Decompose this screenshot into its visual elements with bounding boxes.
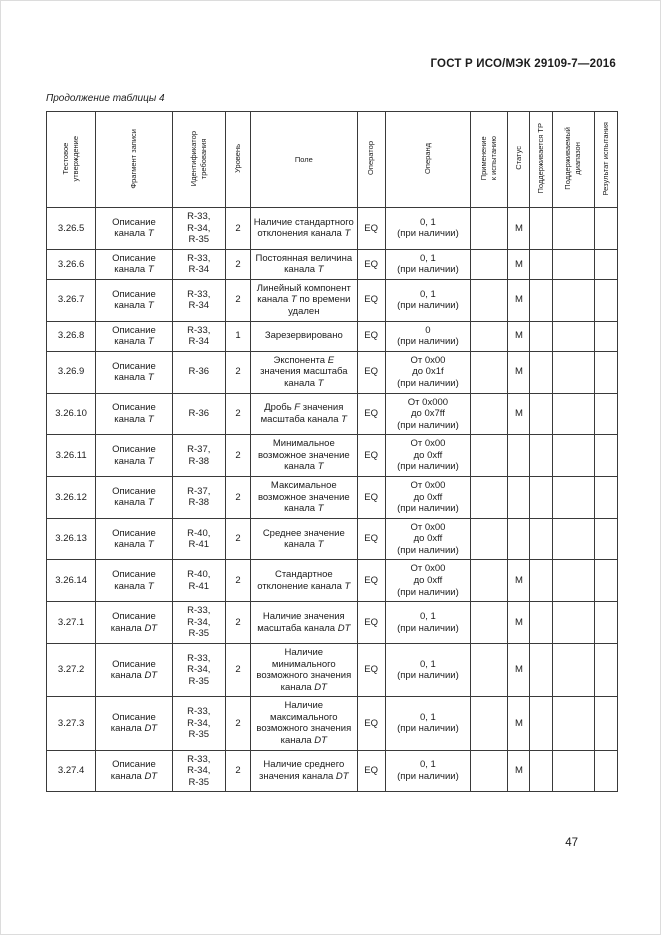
cell-requirement-id: R-36 bbox=[172, 351, 225, 393]
cell-record-fragment: Описание канала T bbox=[96, 476, 172, 518]
cell-status: М bbox=[508, 560, 530, 602]
cell-record-fragment: Описание канала T bbox=[96, 208, 172, 250]
cell-supported-range bbox=[552, 476, 594, 518]
cell-operator: EQ bbox=[357, 697, 385, 750]
cell-test-assertion: 3.26.14 bbox=[47, 560, 96, 602]
cell-supported-range bbox=[552, 279, 594, 321]
cell-operand: 0, 1 (при наличии) bbox=[385, 208, 470, 250]
table-row bbox=[47, 560, 618, 602]
col-header-requirement-id bbox=[172, 112, 225, 208]
cell-status: М bbox=[508, 351, 530, 393]
cell-operand: 0, 1 (при наличии) bbox=[385, 249, 470, 279]
cell-supported-tr bbox=[530, 351, 552, 393]
cell-level: 2 bbox=[225, 351, 250, 393]
document-title: ГОСТ Р ИСО/МЭК 29109-7—2016 bbox=[430, 58, 616, 70]
cell-test-application bbox=[471, 321, 508, 351]
cell-test-assertion: 3.26.12 bbox=[47, 476, 96, 518]
cell-supported-tr bbox=[530, 208, 552, 250]
cell-test-result bbox=[594, 393, 617, 435]
col-header-supported-tr-label: Поддерживается ТР bbox=[535, 123, 545, 194]
cell-supported-range bbox=[552, 643, 594, 696]
table-row bbox=[47, 208, 618, 250]
cell-level: 2 bbox=[225, 518, 250, 560]
cell-test-assertion: 3.27.2 bbox=[47, 643, 96, 696]
cell-supported-range bbox=[552, 208, 594, 250]
col-header-field bbox=[251, 112, 358, 208]
cell-test-assertion: 3.27.3 bbox=[47, 697, 96, 750]
col-header-test-application-label: Применение к испытанию bbox=[479, 136, 499, 181]
cell-operand: 0, 1 (при наличии) bbox=[385, 279, 470, 321]
cell-operand: От 0x00 до 0xff (при наличии) bbox=[385, 435, 470, 477]
cell-supported-range bbox=[552, 518, 594, 560]
cell-field: Наличие минимального возможного значения канала DT bbox=[251, 643, 358, 696]
cell-test-result bbox=[594, 560, 617, 602]
cell-test-assertion: 3.27.4 bbox=[47, 750, 96, 792]
table-row bbox=[47, 750, 618, 792]
table-row bbox=[47, 476, 618, 518]
cell-operator: EQ bbox=[357, 393, 385, 435]
table-row bbox=[47, 393, 618, 435]
col-header-test-assertion-label: Тестовое утверждение bbox=[61, 135, 81, 182]
cell-field: Наличие среднего значения канала DT bbox=[251, 750, 358, 792]
cell-test-result bbox=[594, 351, 617, 393]
cell-supported-tr bbox=[530, 750, 552, 792]
cell-test-application bbox=[471, 518, 508, 560]
cell-status bbox=[508, 476, 530, 518]
cell-test-application bbox=[471, 351, 508, 393]
col-header-test-application bbox=[471, 112, 508, 208]
cell-operand: От 0x00 до 0xff (при наличии) bbox=[385, 560, 470, 602]
cell-test-result bbox=[594, 249, 617, 279]
cell-field: Наличие стандартного отклонения канала T bbox=[251, 208, 358, 250]
cell-operator: EQ bbox=[357, 750, 385, 792]
cell-test-application bbox=[471, 643, 508, 696]
cell-test-assertion: 3.26.13 bbox=[47, 518, 96, 560]
table-row bbox=[47, 249, 618, 279]
cell-supported-range bbox=[552, 697, 594, 750]
cell-field: Наличие значения масштаба канала DT bbox=[251, 602, 358, 644]
cell-record-fragment: Описание канала T bbox=[96, 351, 172, 393]
cell-supported-tr bbox=[530, 321, 552, 351]
cell-status bbox=[508, 435, 530, 477]
cell-requirement-id: R-33, R-34 bbox=[172, 279, 225, 321]
cell-requirement-id: R-40, R-41 bbox=[172, 518, 225, 560]
cell-status: М bbox=[508, 249, 530, 279]
cell-supported-tr bbox=[530, 518, 552, 560]
table-header-row bbox=[47, 112, 618, 208]
cell-test-application bbox=[471, 560, 508, 602]
table-body bbox=[47, 208, 618, 792]
table-row bbox=[47, 435, 618, 477]
cell-operator: EQ bbox=[357, 643, 385, 696]
cell-test-assertion: 3.26.7 bbox=[47, 279, 96, 321]
col-header-operator-label: Оператор bbox=[366, 141, 376, 176]
cell-test-application bbox=[471, 697, 508, 750]
cell-status: М bbox=[508, 750, 530, 792]
cell-supported-tr bbox=[530, 249, 552, 279]
cell-requirement-id: R-37, R-38 bbox=[172, 476, 225, 518]
cell-record-fragment: Описание канала T bbox=[96, 249, 172, 279]
cell-record-fragment: Описание канала T bbox=[96, 518, 172, 560]
cell-supported-tr bbox=[530, 435, 552, 477]
cell-level: 2 bbox=[225, 208, 250, 250]
cell-test-result bbox=[594, 518, 617, 560]
cell-operator: EQ bbox=[357, 476, 385, 518]
col-header-test-result bbox=[594, 112, 617, 208]
cell-test-result bbox=[594, 435, 617, 477]
cell-operand: От 0x000 до 0x7ff (при наличии) bbox=[385, 393, 470, 435]
cell-status bbox=[508, 518, 530, 560]
cell-requirement-id: R-33, R-34, R-35 bbox=[172, 602, 225, 644]
table-row bbox=[47, 518, 618, 560]
cell-status: М bbox=[508, 393, 530, 435]
cell-operator: EQ bbox=[357, 351, 385, 393]
cell-operand: 0, 1 (при наличии) bbox=[385, 697, 470, 750]
cell-test-application bbox=[471, 208, 508, 250]
cell-supported-tr bbox=[530, 602, 552, 644]
cell-test-result bbox=[594, 279, 617, 321]
cell-operand: 0 (при наличии) bbox=[385, 321, 470, 351]
cell-operator: EQ bbox=[357, 518, 385, 560]
cell-operand: 0, 1 (при наличии) bbox=[385, 643, 470, 696]
col-header-supported-range bbox=[552, 112, 594, 208]
cell-record-fragment: Описание канала DT bbox=[96, 697, 172, 750]
cell-field: Дробь F значения масштаба канала T bbox=[251, 393, 358, 435]
cell-operand: 0, 1 (при наличии) bbox=[385, 602, 470, 644]
cell-field: Линейный компонент канала T по времени удален bbox=[251, 279, 358, 321]
cell-operator: EQ bbox=[357, 279, 385, 321]
cell-supported-tr bbox=[530, 560, 552, 602]
cell-operator: EQ bbox=[357, 321, 385, 351]
cell-record-fragment: Описание канала DT bbox=[96, 602, 172, 644]
cell-record-fragment: Описание канала DT bbox=[96, 750, 172, 792]
cell-level: 2 bbox=[225, 643, 250, 696]
cell-test-assertion: 3.26.11 bbox=[47, 435, 96, 477]
cell-operator: EQ bbox=[357, 435, 385, 477]
cell-supported-tr bbox=[530, 279, 552, 321]
cell-test-result bbox=[594, 697, 617, 750]
col-header-operand-label: Операнд bbox=[422, 142, 432, 174]
cell-test-assertion: 3.26.9 bbox=[47, 351, 96, 393]
cell-requirement-id: R-37, R-38 bbox=[172, 435, 225, 477]
cell-requirement-id: R-33, R-34, R-35 bbox=[172, 697, 225, 750]
cell-test-application bbox=[471, 476, 508, 518]
cell-field: Минимальное возможное значение канала T bbox=[251, 435, 358, 477]
cell-level: 1 bbox=[225, 321, 250, 351]
cell-test-result bbox=[594, 208, 617, 250]
col-header-operator bbox=[357, 112, 385, 208]
table-row bbox=[47, 351, 618, 393]
cell-field: Постоянная величина канала T bbox=[251, 249, 358, 279]
cell-test-assertion: 3.26.8 bbox=[47, 321, 96, 351]
cell-field: Максимальное возможное значение канала T bbox=[251, 476, 358, 518]
cell-supported-range bbox=[552, 393, 594, 435]
cell-operand: От 0x00 до 0xff (при наличии) bbox=[385, 476, 470, 518]
col-header-level-label: Уровень bbox=[232, 143, 242, 173]
cell-status: М bbox=[508, 602, 530, 644]
cell-status: М bbox=[508, 643, 530, 696]
cell-record-fragment: Описание канала T bbox=[96, 321, 172, 351]
col-header-record-fragment bbox=[96, 112, 172, 208]
cell-supported-tr bbox=[530, 476, 552, 518]
col-header-operand bbox=[385, 112, 470, 208]
cell-level: 2 bbox=[225, 435, 250, 477]
cell-test-result bbox=[594, 602, 617, 644]
cell-requirement-id: R-33, R-34, R-35 bbox=[172, 643, 225, 696]
cell-test-application bbox=[471, 750, 508, 792]
cell-supported-range bbox=[552, 351, 594, 393]
cell-field: Стандартное отклонение канала T bbox=[251, 560, 358, 602]
conformance-table bbox=[46, 111, 618, 792]
cell-requirement-id: R-33, R-34, R-35 bbox=[172, 750, 225, 792]
table-caption: Продолжение таблицы 4 bbox=[46, 93, 165, 104]
cell-test-application bbox=[471, 279, 508, 321]
col-header-test-assertion bbox=[47, 112, 96, 208]
cell-requirement-id: R-33, R-34 bbox=[172, 321, 225, 351]
col-header-test-result-label: Результат испытания bbox=[600, 121, 610, 196]
cell-test-result bbox=[594, 643, 617, 696]
page-number: 47 bbox=[565, 837, 578, 849]
cell-operand: От 0x00 до 0xff (при наличии) bbox=[385, 518, 470, 560]
cell-test-assertion: 3.27.1 bbox=[47, 602, 96, 644]
col-header-requirement-id-label: Идентификатор требования bbox=[188, 130, 208, 186]
table-row bbox=[47, 643, 618, 696]
cell-record-fragment: Описание канала DT bbox=[96, 643, 172, 696]
cell-test-result bbox=[594, 750, 617, 792]
cell-level: 2 bbox=[225, 279, 250, 321]
cell-supported-tr bbox=[530, 697, 552, 750]
cell-supported-range bbox=[552, 560, 594, 602]
cell-requirement-id: R-36 bbox=[172, 393, 225, 435]
cell-requirement-id: R-33, R-34 bbox=[172, 249, 225, 279]
cell-requirement-id: R-40, R-41 bbox=[172, 560, 225, 602]
cell-operand: От 0x00 до 0x1f (при наличии) bbox=[385, 351, 470, 393]
col-header-record-fragment-label: Фрагмент записи bbox=[128, 128, 138, 189]
cell-supported-range bbox=[552, 435, 594, 477]
cell-level: 2 bbox=[225, 560, 250, 602]
cell-operator: EQ bbox=[357, 602, 385, 644]
cell-test-application bbox=[471, 602, 508, 644]
cell-operand: 0, 1 (при наличии) bbox=[385, 750, 470, 792]
cell-level: 2 bbox=[225, 249, 250, 279]
cell-test-assertion: 3.26.10 bbox=[47, 393, 96, 435]
cell-record-fragment: Описание канала T bbox=[96, 435, 172, 477]
col-header-supported-range-label: Поддерживаемый диапазон bbox=[563, 126, 583, 190]
col-header-level bbox=[225, 112, 250, 208]
cell-test-assertion: 3.26.6 bbox=[47, 249, 96, 279]
cell-level: 2 bbox=[225, 697, 250, 750]
col-header-supported-tr bbox=[530, 112, 552, 208]
cell-field: Зарезервировано bbox=[251, 321, 358, 351]
table-row bbox=[47, 321, 618, 351]
table-row bbox=[47, 697, 618, 750]
cell-supported-range bbox=[552, 249, 594, 279]
col-header-field-label: Поле bbox=[294, 154, 313, 164]
cell-status: М bbox=[508, 279, 530, 321]
col-header-status bbox=[508, 112, 530, 208]
cell-status: М bbox=[508, 321, 530, 351]
cell-operator: EQ bbox=[357, 249, 385, 279]
cell-test-application bbox=[471, 249, 508, 279]
cell-level: 2 bbox=[225, 393, 250, 435]
cell-supported-range bbox=[552, 602, 594, 644]
cell-test-assertion: 3.26.5 bbox=[47, 208, 96, 250]
cell-operator: EQ bbox=[357, 208, 385, 250]
cell-test-result bbox=[594, 476, 617, 518]
cell-level: 2 bbox=[225, 750, 250, 792]
cell-supported-tr bbox=[530, 643, 552, 696]
cell-supported-range bbox=[552, 321, 594, 351]
cell-record-fragment: Описание канала T bbox=[96, 279, 172, 321]
cell-test-result bbox=[594, 321, 617, 351]
table-row bbox=[47, 279, 618, 321]
cell-level: 2 bbox=[225, 602, 250, 644]
table-row bbox=[47, 602, 618, 644]
cell-record-fragment: Описание канала T bbox=[96, 393, 172, 435]
cell-supported-tr bbox=[530, 393, 552, 435]
cell-test-application bbox=[471, 393, 508, 435]
cell-field: Наличие максимального возможного значения канала DT bbox=[251, 697, 358, 750]
col-header-status-label: Статус bbox=[513, 146, 523, 171]
cell-record-fragment: Описание канала T bbox=[96, 560, 172, 602]
cell-field: Экспонента E значения масштаба канала T bbox=[251, 351, 358, 393]
cell-supported-range bbox=[552, 750, 594, 792]
cell-status: М bbox=[508, 208, 530, 250]
cell-level: 2 bbox=[225, 476, 250, 518]
cell-field: Среднее значение канала T bbox=[251, 518, 358, 560]
cell-status: М bbox=[508, 697, 530, 750]
cell-requirement-id: R-33, R-34, R-35 bbox=[172, 208, 225, 250]
cell-test-application bbox=[471, 435, 508, 477]
cell-operator: EQ bbox=[357, 560, 385, 602]
